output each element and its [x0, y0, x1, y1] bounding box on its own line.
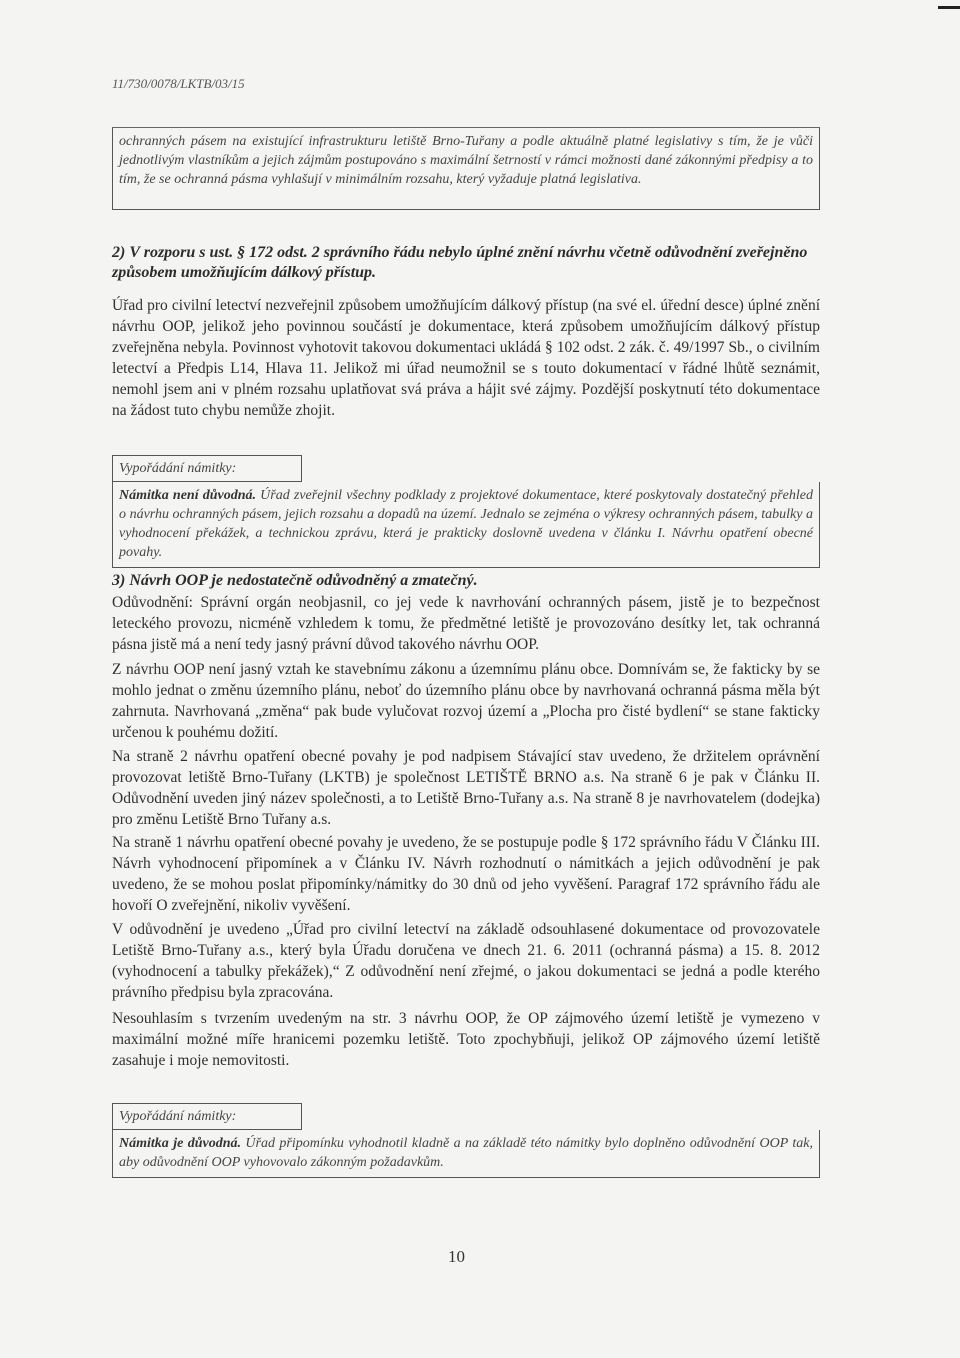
resolution-2-text: Úřad připomínku vyhodnotil kladně a na základě této námitky bylo doplněno odůvodnění OOP tak, aby odůvodnění OOP vyhovovalo zákonným požadavkům. — [119, 1136, 814, 1170]
resolution-2-title: Vypořádání námitky: — [112, 1103, 302, 1130]
document-reference: 11/730/0078/LKTB/03/15 — [112, 76, 245, 91]
section-3-paragraph-5: V odůvodnění je uvedeno „Úřad pro civilní letectví na základě odsouhlasené dokumentace od provozovatele Letiště Brno-Tuřany a.s., který byla Úřadu doručena ve dnech 21. 6. 2011 (ochranná pásma) a 15. 8. 2012 (vyhodnocení a tabulky překážek),“ Z odůvodnění není zřejmé, o jakou dokumentaci se jedná a podle kterého právního předpisu byla zpracována. — [112, 921, 820, 1001]
section-3-paragraph-4: Na straně 1 návrhu opatření obecné povahy je uvedeno, že se postupuje podle § 172 správního řádu V Článku III. Návrh vyhodnocení připomínek a v Článku IV. Návrh rozhodnutí o námitkách a jejich odůvodnění je pak uvedeno, že se mohou poslat připomínky/námitky do 30 dnů od jeho vyvěšení. Paragraf 172 správního řádu ale hovoří O zveřejnění, nikoliv vyvěšení. — [112, 834, 820, 914]
resolution-1 — [112, 455, 820, 568]
section-3-heading: 3) Návrh OOP je nedostatečně odůvodněný a zmatečný. — [112, 572, 478, 589]
section-3-paragraph-3: Na straně 2 návrhu opatření obecné povahy je pod nadpisem Stávající stav uvedeno, že držitelem oprávnění provozovat letiště Brno-Tuřany (LKTB) je společnost LETIŠTĚ BRNO a.s. Na straně 6 je pak v Článku II. Odůvodnění uveden jiný název společnosti, a to Letiště Brno-Tuřany a.s. Na straně 8 je navrhovatelem (dodejka) pro změnu Letiště Brno Tuřany a.s. — [112, 748, 820, 828]
resolution-2-verdict: Námitka je důvodná. — [119, 1136, 241, 1151]
resolution-1-text: Úřad zveřejnil všechny podklady z projektové dokumentace, které poskytovaly dostatečný přehled o návrhu ochranných pásem, jejich rozsahu a dopadů na území. Jednalo se zejména o výkresy ochranných pásem, tabulky a vyhodnocení překážek, a technickou zprávu, která je prakticky doslovně uvedena v článku I. Návrhu opatření obecné povahy. — [119, 488, 814, 560]
resolution-1-body — [112, 482, 820, 568]
resolution-1-verdict: Námitka není důvodná. — [119, 488, 257, 503]
resolution-2 — [112, 1103, 820, 1178]
resolution-1-title: Vypořádání námitky: — [112, 455, 302, 482]
continued-resolution-box — [112, 127, 820, 210]
section-3-paragraph-6: Nesouhlasím s tvrzením uvedeným na str. 3 návrhu OOP, že OP zájmového území letiště je vymezeno v maximální možné míře hranicemi pozemku letiště. Toto zpochybňuji, jelikož OP zájmového území letiště zasahuje i moje nemovitosti. — [112, 1010, 820, 1069]
section-2-paragraph: Úřad pro civilní letectví nezveřejnil způsobem umožňujícím dálkový přístup (na své el. úřední desce) úplné znění návrhu OOP, jelikož jeho povinnou součástí je dokumentace, která způsobem umožňujícím dálkový přístup zveřejněna nebyla. Povinnost vyhotovit takovou dokumentaci ukládá § 102 odst. 2 zák. č. 49/1997 Sb., o civilním letectví a Předpis L14, Hlava 11. Jelikož mi úřad neumožnil se s touto dokumentací v řádné lhůtě seznámit, nemohl jsem ani v plném rozsahu uplatňovat svá práva a hájit své zájmy. Pozdější poskytnutí této dokumentace na žádost tuto chybu nemůže zhojit. — [112, 297, 820, 419]
scan-corner-mark — [938, 6, 960, 9]
section-3-paragraph-2: Z návrhu OOP není jasný vztah ke stavebnímu zákonu a územnímu plánu obce. Domnívám se, že fakticky by se mohlo jednat o změnu územního plánu, neboť do územního plánu obce by navrhovaná ochranná pásma měla být zahrnuta. Navrhovaná „změna“ pak bude vylučovat rozvoj území a „Plocha pro čisté bydlení“ se stane fakticky určenou k pouhému dožití. — [112, 661, 820, 741]
resolution-2-body — [112, 1130, 820, 1178]
section-2-heading: 2) V rozporu s ust. § 172 odst. 2 správního řádu nebylo úplné znění návrhu včetně odůvodnění zveřejněno způsobem umožňujícím dálkový přístup. — [112, 244, 808, 281]
page-number: 10 — [448, 1247, 465, 1266]
continued-resolution-text: ochranných pásem na existující infrastrukturu letiště Brno-Tuřany a podle aktuálně platné legislativy s tím, že je vůči jednotlivým vlastníkům a jejich zájmům postupováno s maximální šetrností v rámci možnosti dané zákonnými předpisy a to tím, že se ochranná pásma vyhlašují v minimálním rozsahu, který vyžaduje platná legislativa. — [119, 134, 813, 187]
section-3-paragraph-1: Odůvodnění: Správní orgán neobjasnil, co jej vede k navrhování ochranných pásem, jistě je to bezpečnost leteckého provozu, nicméně vzhledem k tomu, že předmětné letiště je provozováno desítky let, tak ochranná pásna jistě má a není tedy jasný právní důvod takového návrhu OOP. — [112, 594, 820, 653]
